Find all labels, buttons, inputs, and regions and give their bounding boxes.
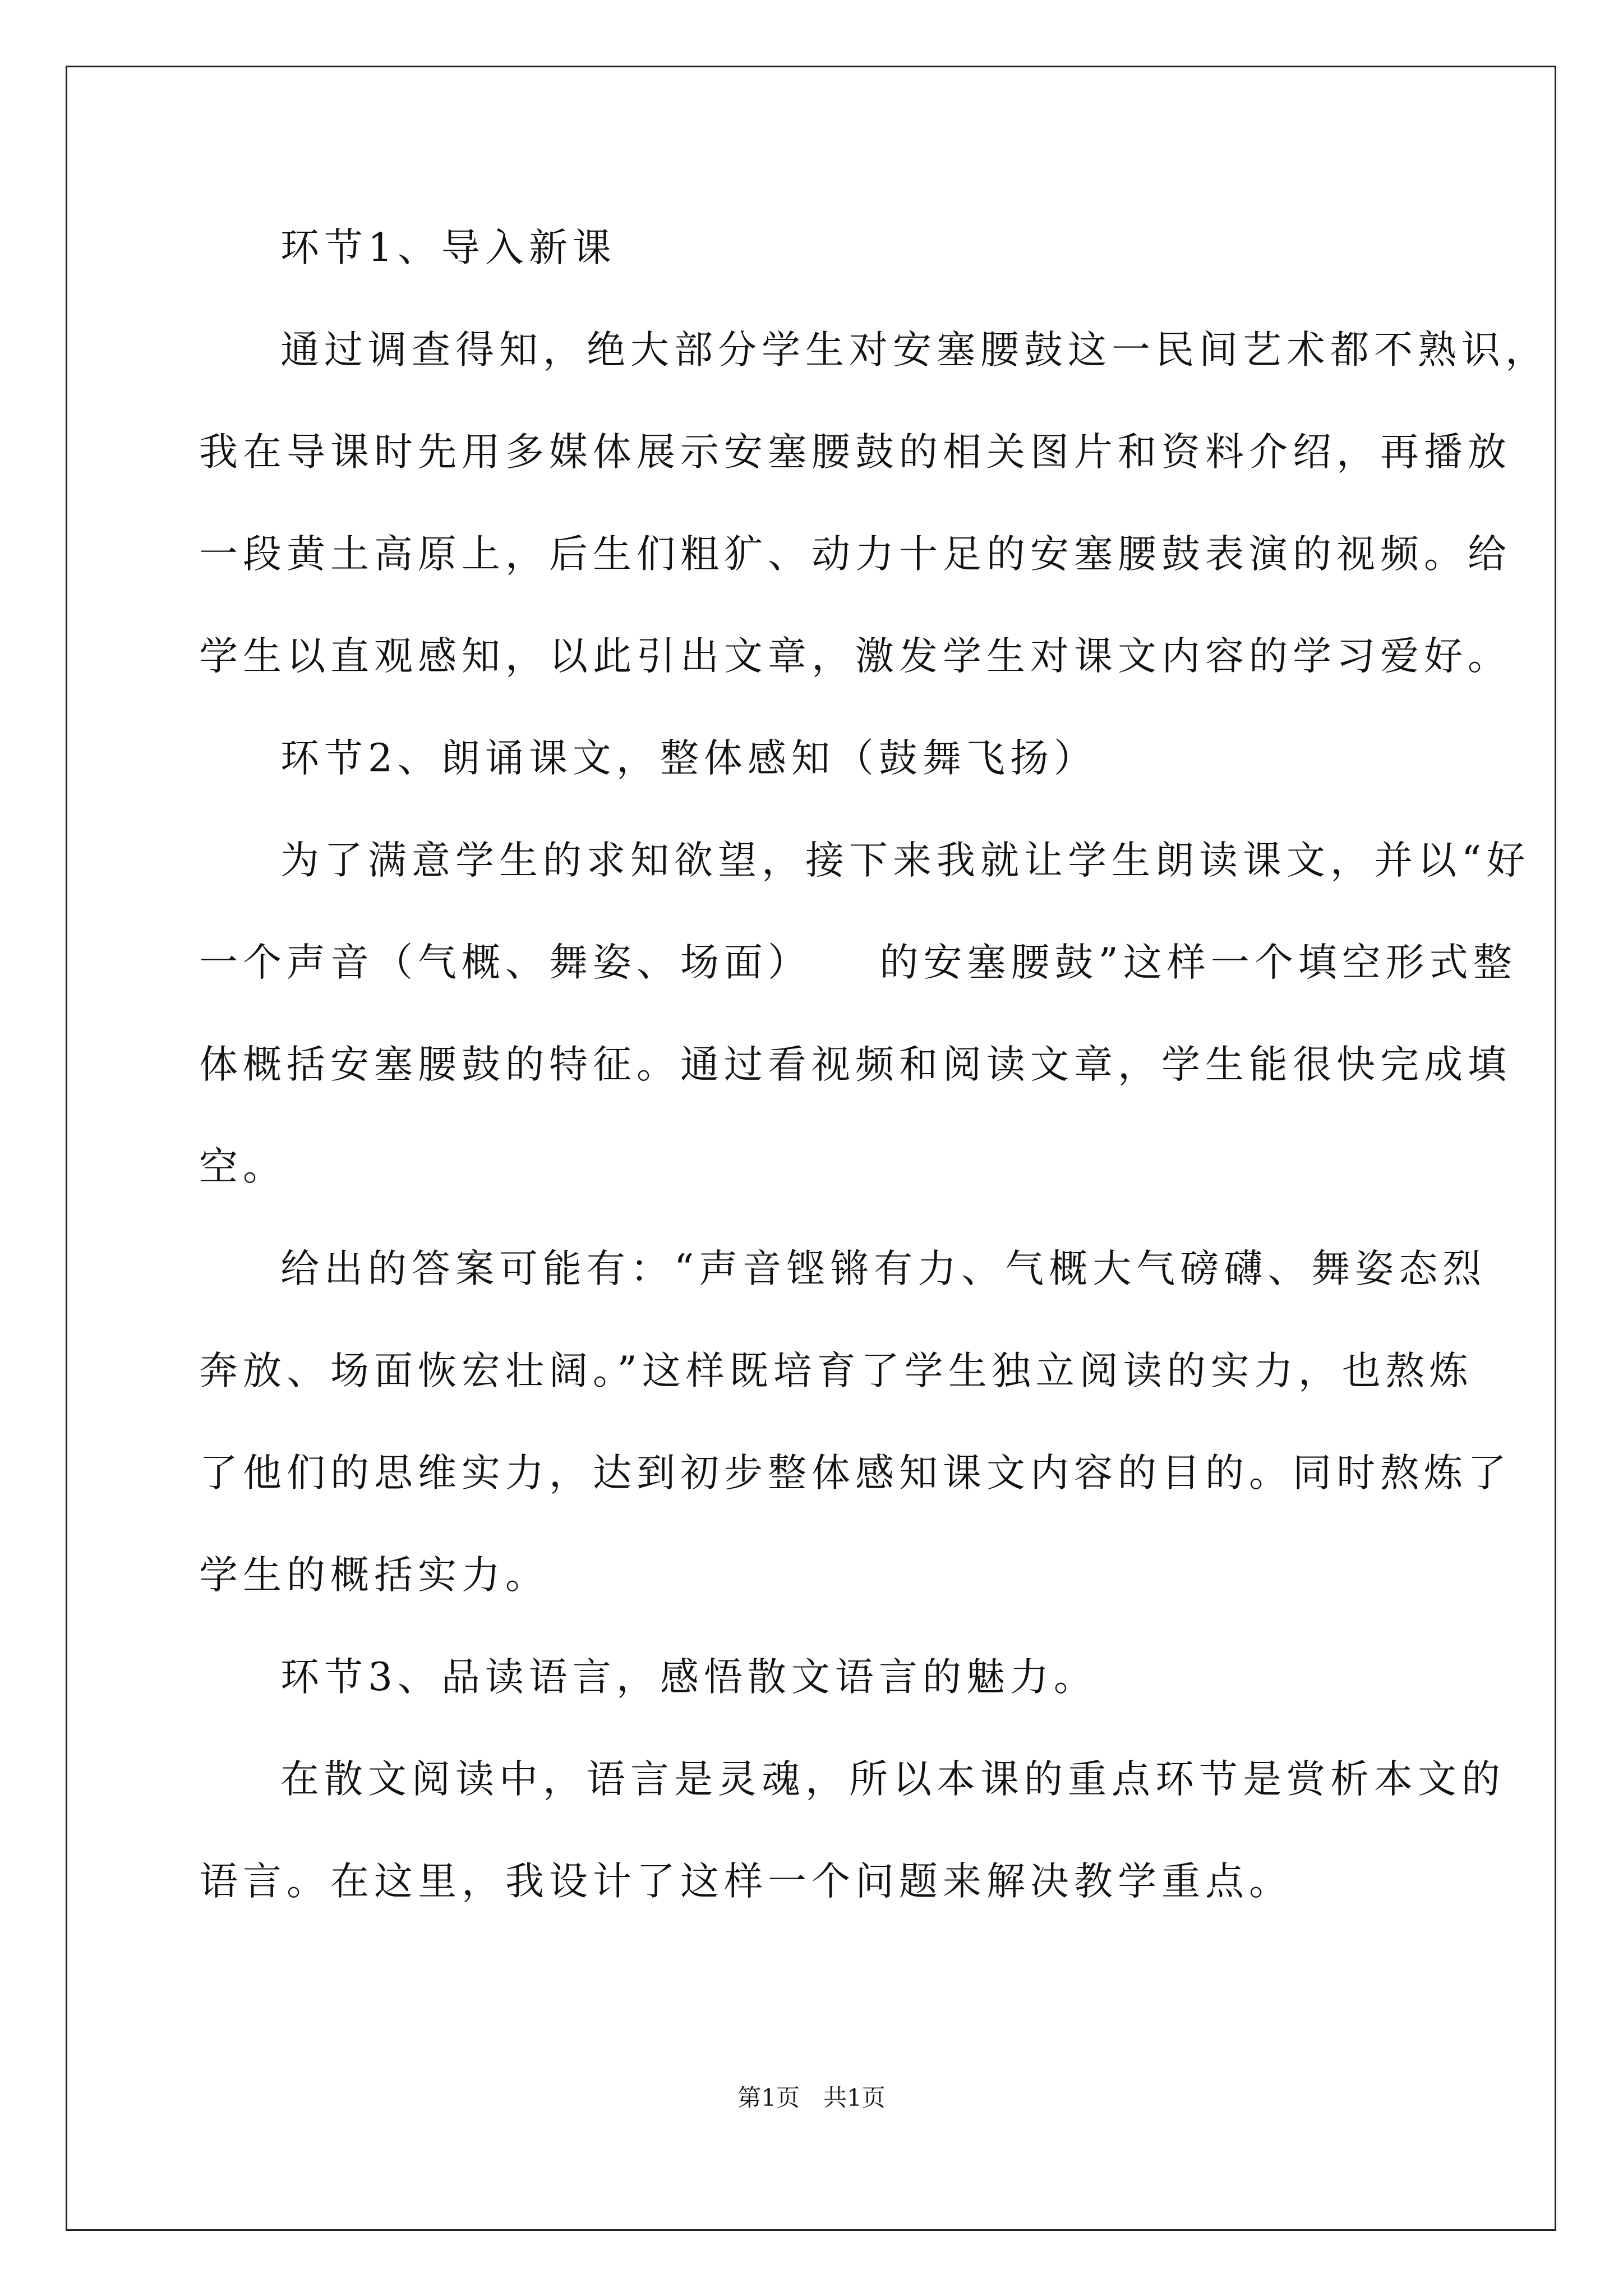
- page-number-footer: 第1页 共1页: [737, 2084, 886, 2111]
- paragraph-line: 我在导课时先用多媒体展示安塞腰鼓的相关图片和资料介绍，再播放: [199, 430, 1511, 475]
- paragraph-line: 通过调查得知，绝大部分学生对安塞腰鼓这一民间艺术都不熟识，: [280, 328, 1549, 372]
- paragraph-line: 在散文阅读中，语言是灵魂，所以本课的重点环节是赏析本文的: [280, 1757, 1505, 1802]
- paragraph-line: 学生以直观感知，以此引出文章，激发学生对课文内容的学习爱好。: [199, 634, 1511, 679]
- paragraph-line: 一个声音（气概、舞姿、场面） 的安塞腰鼓”这样一个填空形式整: [199, 940, 1517, 985]
- paragraph-line: 为了满意学生的求知欲望，接下来我就让学生朗读课文，并以“好: [280, 838, 1530, 883]
- paragraph-line: 学生的概括实力。: [199, 1553, 549, 1598]
- paragraph-line: 语言。在这里，我设计了这样一个问题来解决教学重点。: [199, 1859, 1293, 1904]
- section-heading-2: 环节2、朗诵课文，整体感知（鼓舞飞扬）: [280, 736, 1098, 781]
- paragraph-line: 奔放、场面恢宏壮阔。”这样既培育了学生独立阅读的实力，也熬炼: [199, 1349, 1473, 1393]
- section-heading-3: 环节3、品读语言，感悟散文语言的魅力。: [280, 1655, 1098, 1700]
- paragraph-line: 空。: [199, 1144, 287, 1189]
- paragraph-line: 一段黄土高原上，后生们粗犷、动力十足的安塞腰鼓表演的视频。给: [199, 532, 1511, 577]
- paragraph-line: 了他们的思维实力，达到初步整体感知课文内容的目的。同时熬炼了: [199, 1451, 1511, 1496]
- paragraph-line: 体概括安塞腰鼓的特征。通过看视频和阅读文章，学生能很快完成填: [199, 1042, 1511, 1087]
- paragraph-line: 给出的答案可能有：“声音铿锵有力、气概大气磅礴、舞姿态烈: [280, 1246, 1487, 1291]
- section-heading-1: 环节1、导入新课: [280, 226, 616, 270]
